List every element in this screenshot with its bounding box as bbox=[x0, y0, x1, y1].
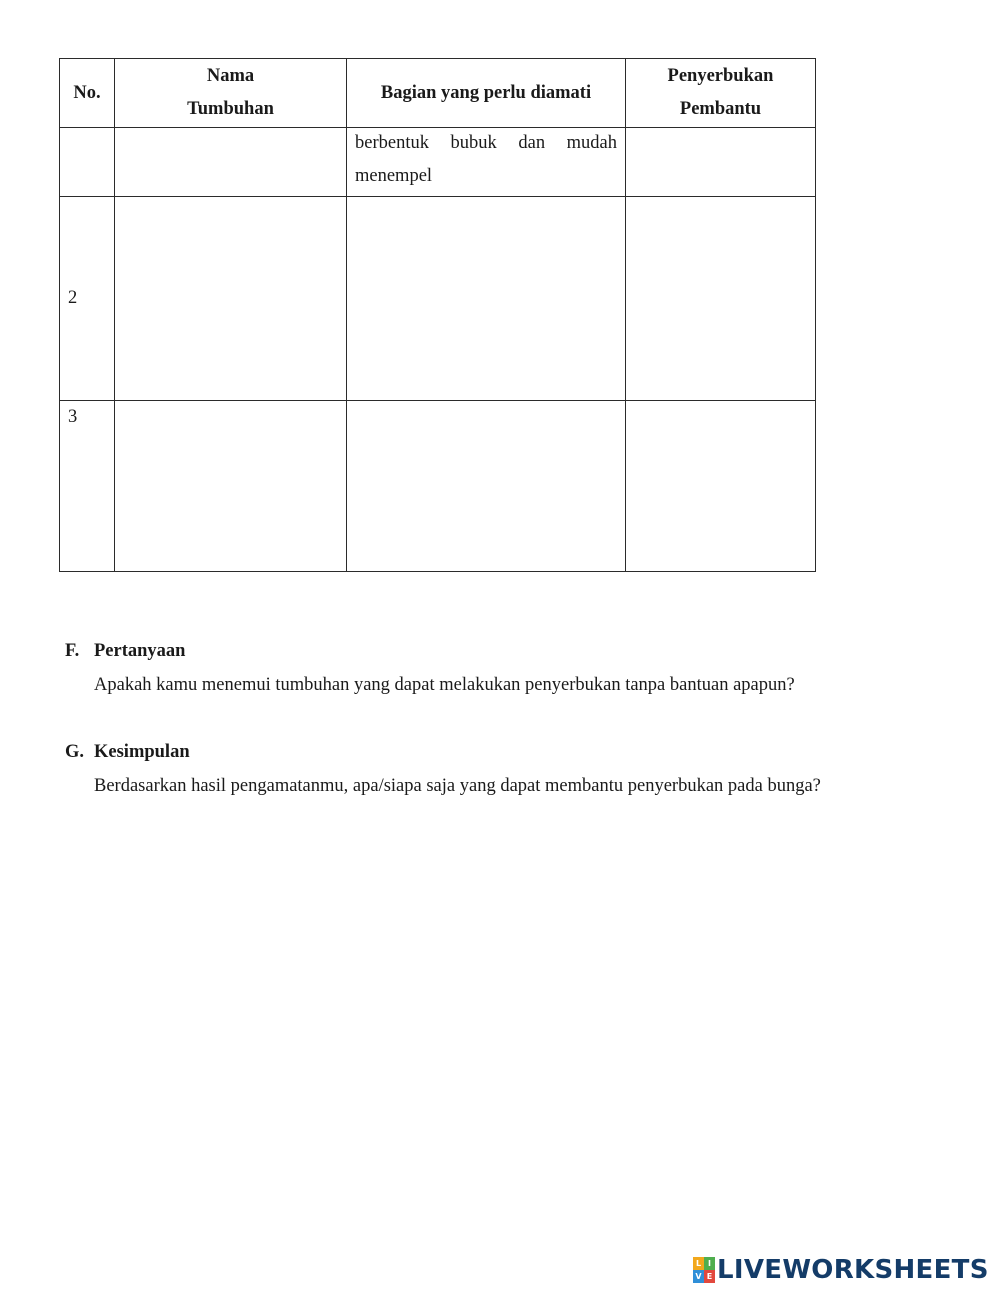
row3-bagian-cell bbox=[347, 401, 626, 572]
section-f-letter: F. bbox=[65, 641, 80, 661]
row2-bagian-cell bbox=[347, 197, 626, 401]
table-row bbox=[60, 128, 816, 197]
section-g-heading bbox=[65, 740, 821, 764]
row1-bagian-cell bbox=[347, 128, 626, 197]
row2-nama-cell bbox=[115, 197, 347, 401]
header-penyerbukan-line2: Pembantu bbox=[679, 99, 762, 119]
table-row bbox=[60, 401, 816, 572]
logo-mark-i: I bbox=[704, 1257, 715, 1270]
section-f-title: Pertanyaan bbox=[94, 641, 186, 661]
section-f-heading bbox=[65, 639, 795, 663]
observation-table bbox=[59, 58, 816, 572]
header-penyerbukan-pembantu bbox=[626, 59, 816, 128]
row1-bagian-line2: menempel bbox=[355, 166, 433, 186]
section-pertanyaan bbox=[65, 639, 795, 697]
section-kesimpulan bbox=[65, 740, 821, 798]
row3-nama-cell bbox=[115, 401, 347, 572]
row1-penyerbukan-cell bbox=[626, 128, 816, 197]
row3-penyerbukan-cell bbox=[626, 401, 816, 572]
header-no bbox=[60, 59, 115, 128]
liveworksheets-logo-icon bbox=[693, 1257, 715, 1283]
row1-nama-cell bbox=[115, 128, 347, 197]
logo-mark-v: V bbox=[693, 1270, 704, 1283]
section-f-question: Apakah kamu menemui tumbuhan yang dapat melakukan penyerbukan tanpa bantuan apapun? bbox=[94, 675, 795, 695]
header-bagian bbox=[347, 59, 626, 128]
table-header-row bbox=[60, 59, 816, 128]
logo-mark-l: L bbox=[693, 1257, 704, 1270]
section-g-letter: G. bbox=[65, 742, 85, 762]
liveworksheets-logo bbox=[693, 1254, 989, 1286]
row2-no: 2 bbox=[68, 288, 78, 308]
logo-mark-e: E bbox=[704, 1270, 715, 1283]
header-no-label: No. bbox=[73, 82, 101, 103]
header-nama-tumbuhan bbox=[115, 59, 347, 128]
row2-no-cell bbox=[60, 197, 115, 401]
table-row bbox=[60, 197, 816, 401]
section-g-title: Kesimpulan bbox=[94, 742, 190, 762]
row1-no-cell bbox=[60, 128, 115, 197]
header-penyerbukan-line1: Penyerbukan bbox=[667, 66, 774, 86]
header-nama-line1: Nama bbox=[206, 66, 255, 86]
header-nama-line2: Tumbuhan bbox=[187, 99, 274, 119]
row1-bagian-line1: berbentuk bubuk dan mudah bbox=[355, 133, 617, 153]
row3-no: 3 bbox=[68, 407, 78, 427]
row3-no-cell bbox=[60, 401, 115, 572]
header-bagian-label: Bagian yang perlu diamati bbox=[380, 82, 592, 103]
section-g-question: Berdasarkan hasil pengamatanmu, apa/siapa saja yang dapat membantu penyerbukan pada bunga? bbox=[94, 776, 821, 796]
liveworksheets-logo-text: LIVEWORKSHEETS bbox=[717, 1255, 989, 1285]
row2-penyerbukan-cell bbox=[626, 197, 816, 401]
